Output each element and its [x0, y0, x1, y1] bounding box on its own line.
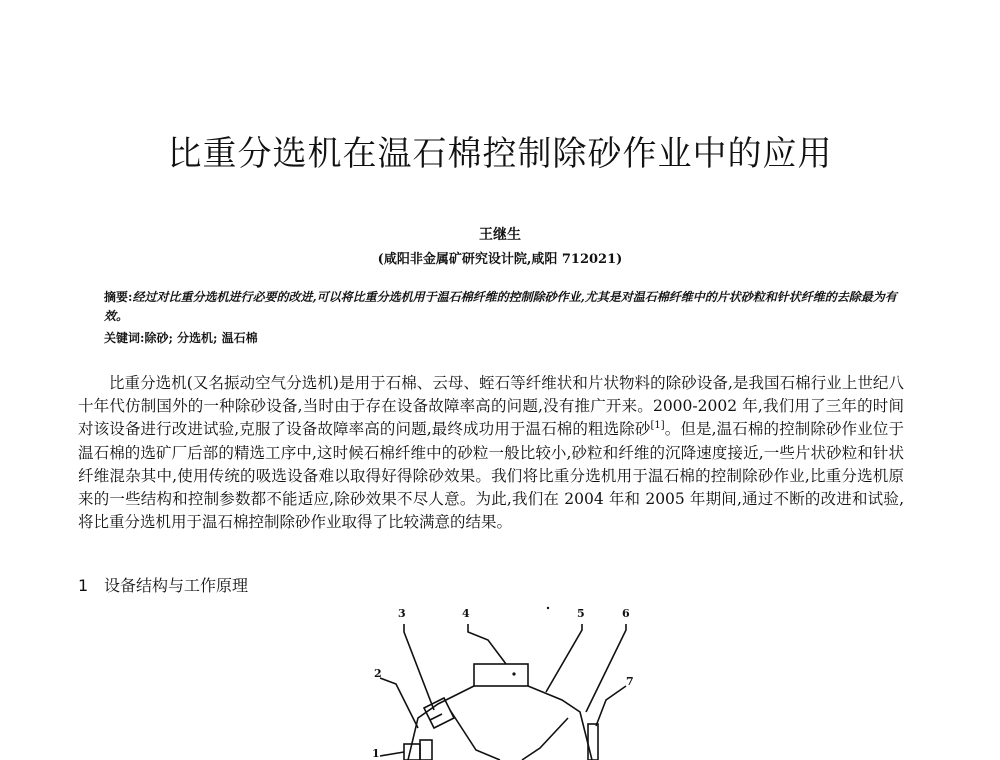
equipment-diagram	[300, 600, 700, 760]
body-text-part1: 比重分选机(又名振动空气分选机)是用于石棉、云母、蛭石等纤维状和片状物料的除砂设备,是我国石棉行业上世纪八十年代仿制国外的一种除砂设备,当时由于存在设备故障率高的问题,没有推广开来。2000-2002 年,我们用了三年的时间对该设备进行改进试验,克服了设备故障率高的问题,最终成功用于温石棉的粗选除砂	[78, 374, 904, 439]
paper-title: 比重分选机在温石棉控制除砂作业中的应用	[167, 134, 833, 174]
callout-2: 2	[374, 667, 382, 680]
leader-3	[404, 624, 434, 710]
abstract-label: 摘要:	[104, 290, 133, 304]
section-title: 设备结构与工作原理	[104, 576, 249, 595]
callout-3: 3	[398, 607, 406, 620]
equipment-drawing	[300, 600, 700, 760]
section-number: 1	[78, 576, 89, 595]
body-paragraph	[78, 372, 904, 534]
abstract	[104, 288, 904, 326]
keywords	[104, 329, 904, 346]
leader-5	[546, 624, 582, 692]
side-pipe	[424, 698, 454, 728]
body-text-part2: 。但是,温石棉的控制除砂作业位于温石棉的选矿厂后部的精选工序中,这时候石棉纤维中的砂粒一般比较小,砂粒和纤维的沉降速度接近,一些片状砂粒和针状纤维混杂其中,使用传统的吸选设备难以取得好得除砂效果。我们将比重分选机用于温石棉的控制除砂作业,比重分选机原来的一些结构和控制参数都不能适应,除砂效果不尽人意。为此,我们在 2004 年和 2005 年期间,通过不断的改进和试验,将比重分选机用于温石棉控制除砂作业取得了比较满意的结果。	[78, 420, 904, 532]
author-affiliation: (咸阳非金属矿研究设计院,咸阳 712021)	[377, 252, 623, 267]
callout-5: 5	[577, 607, 585, 620]
leader-4	[468, 624, 506, 664]
callout-4: 4	[462, 607, 470, 620]
citation-ref: [1]	[650, 420, 665, 432]
callout-1: 1	[372, 747, 380, 760]
author-name: 王继生	[479, 227, 521, 243]
leader-2	[380, 678, 418, 728]
housing-left-wall	[408, 686, 474, 760]
leader-1	[380, 752, 404, 756]
leader-7	[596, 686, 626, 726]
section-heading	[78, 573, 678, 596]
abstract-text: 经过对比重分选机进行必要的改进,可以将比重分选机用于温石棉纤维的控制除砂作业,尤其是对温石棉纤维中的片状砂粒和针状纤维的去除最为有效。	[104, 290, 897, 323]
callout-6: 6	[622, 607, 630, 620]
keywords-label: 关键词:	[104, 331, 145, 345]
keywords-text: 除砂; 分选机; 温石棉	[144, 331, 258, 345]
leader-6	[586, 624, 626, 712]
top-inlet-box	[474, 664, 528, 686]
right-bracket	[588, 724, 598, 760]
callout-7: 7	[626, 675, 634, 688]
